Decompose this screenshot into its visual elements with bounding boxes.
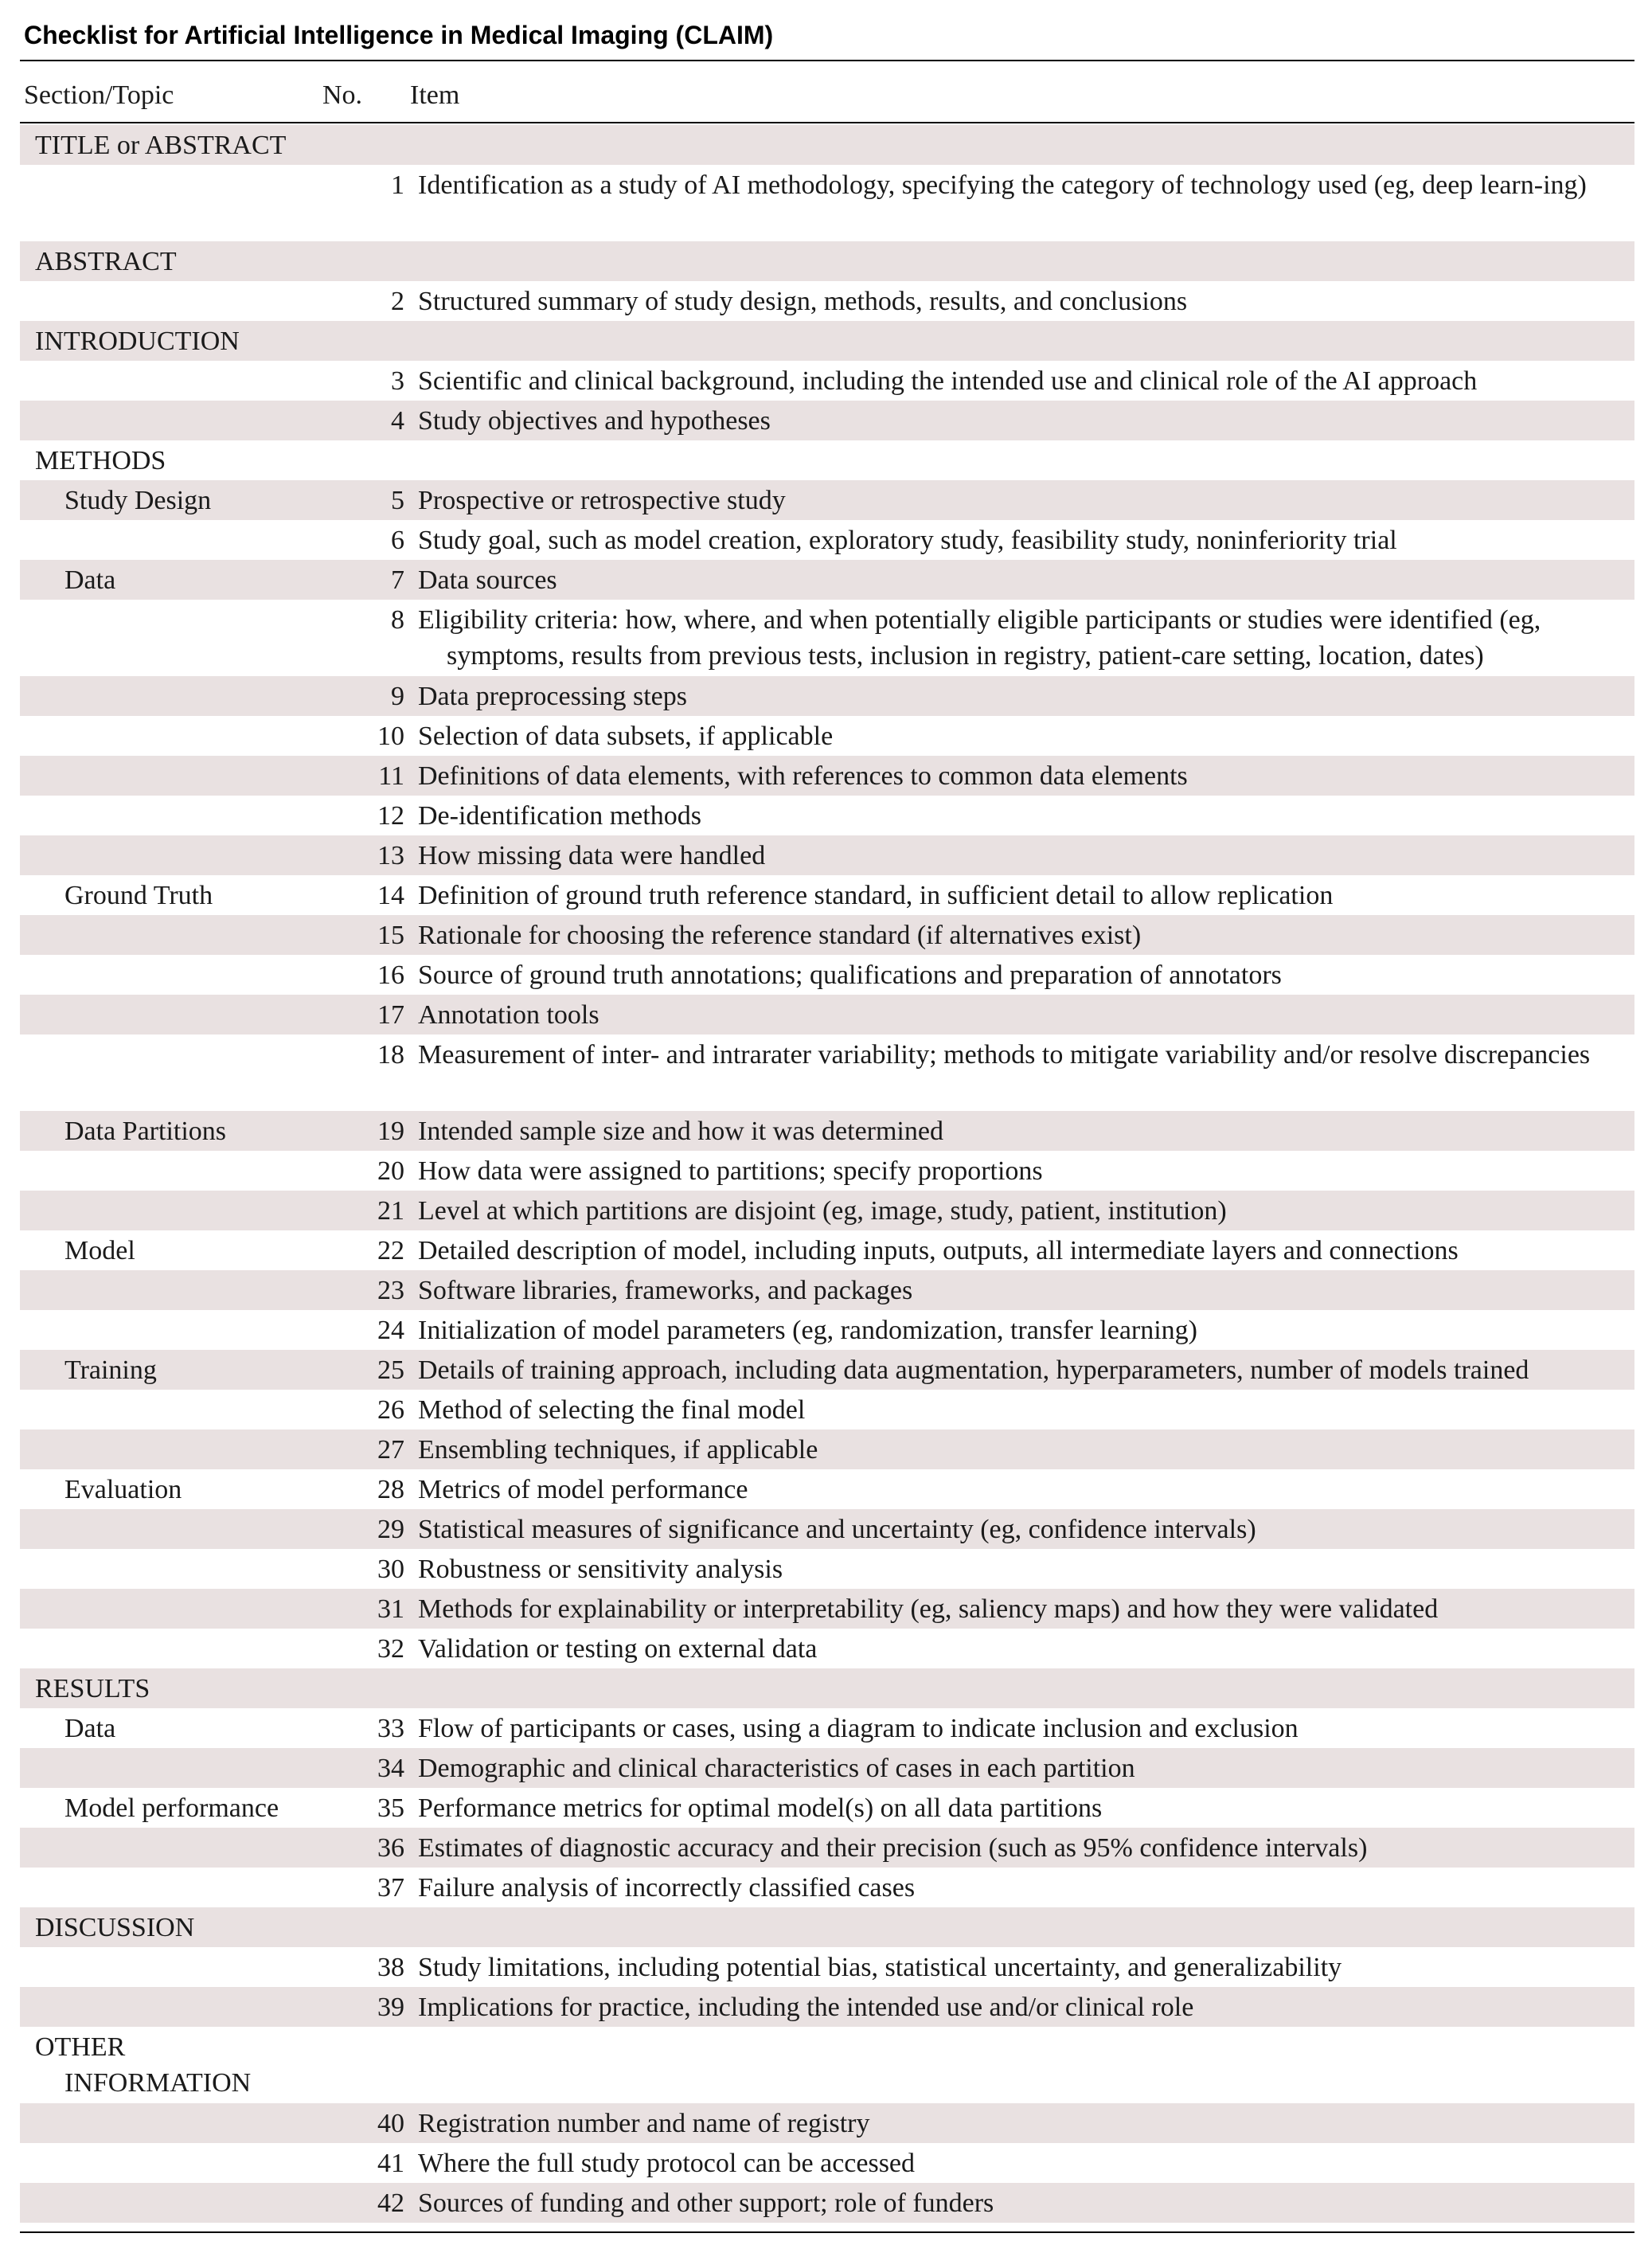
item-number: 28: [377, 1475, 404, 1504]
item-description: Source of ground truth annotations; qualifications and preparation of annotators: [418, 960, 1282, 990]
column-header-section: Section/Topic: [24, 80, 174, 110]
item-number: 36: [377, 1833, 404, 1863]
item-number: 13: [377, 841, 404, 870]
item-number: 22: [377, 1236, 404, 1265]
item-description: Initialization of model parameters (eg, randomization, transfer learning): [418, 1316, 1197, 1345]
item-description: Details of training approach, including data augmentation, hyperparameters, number of models trained: [418, 1355, 1529, 1385]
item-description: Sources of funding and other support; role of funders: [418, 2188, 994, 2218]
item-description: Detailed description of model, including inputs, outputs, all intermediate layers and connections: [418, 1236, 1459, 1265]
item-number: 35: [377, 1793, 404, 1823]
column-header-no: No.: [322, 80, 363, 110]
item-number: 27: [377, 1435, 404, 1465]
item-description: Estimates of diagnostic accuracy and their precision (such as 95% confidence intervals): [418, 1833, 1368, 1863]
item-description: Failure analysis of incorrectly classified cases: [418, 1873, 916, 1903]
item-description: Scientific and clinical background, including the intended use and clinical role of the AI approach: [418, 366, 1478, 396]
item-number: 8: [391, 605, 404, 635]
table-row: [20, 915, 1634, 955]
item-number: 37: [377, 1873, 404, 1903]
table-row: [20, 1111, 1634, 1151]
table-row: [20, 560, 1634, 600]
item-description: Intended sample size and how it was determined: [418, 1117, 943, 1146]
item-number: 15: [377, 921, 404, 950]
table-row: [20, 1788, 1634, 1828]
table-row: [20, 1668, 1634, 1708]
table-row: [20, 1549, 1634, 1589]
item-description: Definitions of data elements, with references to common data elements: [418, 761, 1188, 791]
item-number: 10: [377, 722, 404, 751]
item-number: 30: [377, 1555, 404, 1584]
item-description: Methods for explainability or interpretability (eg, saliency maps) and how they were validated: [418, 1594, 1439, 1624]
table-row: [20, 995, 1634, 1034]
item-description: Robustness or sensitivity analysis: [418, 1555, 783, 1584]
item-number: 38: [377, 1953, 404, 1982]
item-description: De-identification methods: [418, 801, 701, 831]
table-row: [20, 1868, 1634, 1907]
item-number: 11: [378, 761, 404, 791]
item-description: Study limitations, including potential bias, statistical uncertainty, and generalizability: [418, 1953, 1342, 1982]
subsection-label: Model: [64, 1236, 135, 1265]
item-description: Selection of data subsets, if applicable: [418, 722, 834, 751]
table-row: [20, 1708, 1634, 1748]
table-row: [20, 520, 1634, 560]
subsection-label: Model performance: [64, 1793, 279, 1823]
table-row: [20, 401, 1634, 440]
item-number: 14: [377, 881, 404, 910]
section-heading: METHODS: [35, 446, 166, 475]
item-number: 19: [377, 1117, 404, 1146]
item-description: Prospective or retrospective study: [418, 486, 786, 515]
subsection-label: Evaluation: [64, 1475, 182, 1504]
bottom-rule: [20, 2231, 1634, 2233]
table-row: [20, 1987, 1634, 2027]
table-row: [20, 321, 1634, 361]
item-number: 1: [391, 170, 404, 200]
item-number: 25: [377, 1355, 404, 1385]
item-number: 7: [391, 565, 404, 595]
item-number: 4: [391, 406, 404, 436]
table-row: [20, 241, 1634, 281]
table-row: [20, 1629, 1634, 1668]
item-number: 23: [377, 1276, 404, 1305]
item-number: 41: [377, 2149, 404, 2178]
table-row: [20, 361, 1634, 401]
item-description: Flow of participants or cases, using a diagram to indicate inclusion and exclusion: [418, 1714, 1299, 1743]
table-row: [20, 1270, 1634, 1310]
table-row: [20, 716, 1634, 756]
table-row: [20, 2027, 1634, 2103]
subsection-label: Training: [64, 1355, 157, 1385]
item-number: 24: [377, 1316, 404, 1345]
table-row: [20, 480, 1634, 520]
item-description: Where the full study protocol can be accessed: [418, 2149, 916, 2178]
item-description: Data sources: [418, 565, 557, 595]
item-description: Study objectives and hypotheses: [418, 406, 771, 436]
item-description: Data preprocessing steps: [418, 682, 688, 711]
item-number: 21: [377, 1196, 404, 1226]
table-row: [20, 1828, 1634, 1868]
table-row: [20, 875, 1634, 915]
subsection-label: Ground Truth: [64, 881, 213, 910]
table-row: [20, 1430, 1634, 1469]
table-row: [20, 1191, 1634, 1230]
table-row: [20, 796, 1634, 835]
item-number: 6: [391, 526, 404, 555]
item-description: Statistical measures of significance and uncertainty (eg, confidence intervals): [418, 1515, 1256, 1544]
item-description: Ensembling techniques, if applicable: [418, 1435, 818, 1465]
item-description: Metrics of model performance: [418, 1475, 748, 1504]
table-row: [20, 1748, 1634, 1788]
item-description: Study goal, such as model creation, exploratory study, feasibility study, noninferiority trial: [418, 526, 1397, 555]
subsection-label: Data Partitions: [64, 1117, 227, 1146]
item-number: 29: [377, 1515, 404, 1544]
item-number: 34: [377, 1754, 404, 1783]
item-description: Level at which partitions are disjoint (eg, image, study, patient, institution): [418, 1196, 1227, 1226]
table-row: [20, 2143, 1634, 2183]
item-number: 31: [377, 1594, 404, 1624]
item-description: Annotation tools: [418, 1000, 599, 1030]
table-row: [20, 955, 1634, 995]
subsection-label: Study Design: [64, 486, 212, 515]
item-description: Definition of ground truth reference standard, in sufficient detail to allow replication: [418, 881, 1334, 910]
item-number: 16: [377, 960, 404, 990]
table-row: [20, 125, 1634, 165]
item-description: Performance metrics for optimal model(s) on all data partitions: [418, 1793, 1103, 1823]
item-description: Measurement of inter- and intrarater variability; methods to mitigate variability and/or resolve discrepancies: [418, 1040, 1591, 1070]
section-heading: RESULTS: [35, 1674, 150, 1703]
section-heading: INTRODUCTION: [35, 327, 240, 356]
table-row: [20, 1310, 1634, 1350]
table-row: [20, 1589, 1634, 1629]
item-description: Registration number and name of registry: [418, 2109, 870, 2138]
item-number: 12: [377, 801, 404, 831]
column-header-item: Item: [410, 80, 460, 110]
table-row: [20, 1947, 1634, 1987]
item-number: 2: [391, 287, 404, 316]
item-number: 40: [377, 2109, 404, 2138]
table-row: [20, 165, 1634, 241]
item-description: How missing data were handled: [418, 841, 766, 870]
item-description: Demographic and clinical characteristics of cases in each partition: [418, 1754, 1135, 1783]
section-heading: TITLE or ABSTRACT: [35, 131, 287, 160]
item-description: Structured summary of study design, methods, results, and conclusions: [418, 287, 1188, 316]
item-description: Eligibility criteria: how, where, and when potentially eligible participants or studies were identified (eg, symptoms, results from previous tests, inclusion in registry, patient-care setting, location, dates): [418, 605, 1541, 671]
item-description: Rationale for choosing the reference standard (if alternatives exist): [418, 921, 1142, 950]
table-row: [20, 1390, 1634, 1430]
table-row: [20, 756, 1634, 796]
item-description: How data were assigned to partitions; specify proportions: [418, 1156, 1043, 1186]
section-heading: ABSTRACT: [35, 247, 177, 276]
item-number: 26: [377, 1395, 404, 1425]
table-row: [20, 1350, 1634, 1390]
table-row: [20, 1509, 1634, 1549]
item-number: 32: [377, 1634, 404, 1664]
table-row: [20, 1469, 1634, 1509]
subsection-label: Data: [64, 565, 116, 595]
table-row: [20, 1907, 1634, 1947]
item-description: Implications for practice, including the intended use and/or clinical role: [418, 1993, 1194, 2022]
item-description: Identification as a study of AI methodology, specifying the category of technology used (eg, deep learn-ing): [418, 170, 1587, 200]
table-row: [20, 1151, 1634, 1191]
item-number: 18: [377, 1040, 404, 1070]
item-number: 17: [377, 1000, 404, 1030]
item-number: 39: [377, 1993, 404, 2022]
item-number: 5: [391, 486, 404, 515]
item-number: 33: [377, 1714, 404, 1743]
table-row: [20, 1034, 1634, 1111]
table-row: [20, 1230, 1634, 1270]
table-row: [20, 676, 1634, 716]
item-number: 3: [391, 366, 404, 396]
item-description: Software libraries, frameworks, and packages: [418, 1276, 913, 1305]
table-row: [20, 281, 1634, 321]
table-row: [20, 2183, 1634, 2223]
item-description: Method of selecting the final model: [418, 1395, 806, 1425]
table-row: [20, 600, 1634, 676]
item-number: 42: [377, 2188, 404, 2218]
section-heading: OTHER INFORMATION: [35, 2032, 252, 2098]
subsection-label: Data: [64, 1714, 116, 1743]
table-row: [20, 835, 1634, 875]
table-title: Checklist for Artificial Intelligence in Medical Imaging (CLAIM): [24, 21, 774, 49]
section-heading: DISCUSSION: [35, 1913, 195, 1942]
item-description: Validation or testing on external data: [418, 1634, 818, 1664]
table-row: [20, 440, 1634, 480]
table-row: [20, 2103, 1634, 2143]
item-number: 9: [391, 682, 404, 711]
item-number: 20: [377, 1156, 404, 1186]
